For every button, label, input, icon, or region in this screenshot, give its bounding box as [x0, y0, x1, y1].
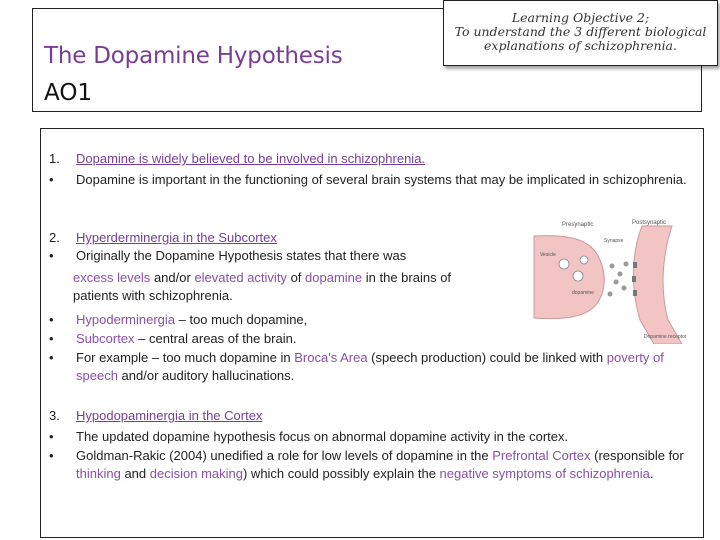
section-2-bullet-1-rest: in the brains of patients with schizophrenia. — [73, 270, 452, 303]
learning-objective-box — [443, 0, 718, 66]
section-2-bullet-4-pre: For example – too much dopamine in — [76, 350, 291, 365]
dopamine-molecule — [618, 272, 623, 277]
bullet-marker: • — [49, 248, 54, 263]
decision-making-term: decision making — [149, 465, 243, 481]
bullet-marker: • — [49, 331, 54, 346]
thinking-term: thinking — [76, 465, 121, 481]
receptor-shape — [633, 290, 637, 296]
bullet-marker: • — [49, 448, 54, 463]
section-3-bullet-2 — [76, 447, 701, 482]
negative-symptoms-term: negative symptoms of schizophrenia — [439, 465, 650, 481]
section-2-bullet-4 — [76, 349, 701, 384]
poverty-of-speech-term: poverty of speech — [76, 350, 664, 383]
section-1-heading — [76, 150, 701, 168]
connector-text: of — [290, 270, 302, 285]
section-2-heading-text: Hyperderminergia in the Subcortex — [76, 230, 277, 245]
vesicle-shape — [559, 259, 569, 269]
dopamine-term: dopamine — [305, 270, 363, 285]
synapse-diagram — [532, 216, 700, 344]
excess-levels-term: excess levels — [73, 270, 151, 285]
dopamine-molecule — [614, 280, 619, 285]
hypoderminergia-term: Hypoderminergia — [76, 312, 175, 327]
section-3-number: 3. — [49, 408, 60, 423]
connector-text: and/or — [153, 270, 191, 285]
presynaptic-label: Presynaptic — [562, 222, 594, 228]
elevated-activity-term: elevated activity — [194, 270, 287, 285]
dopamine-molecule — [622, 286, 627, 291]
bullet-marker: • — [49, 312, 54, 327]
section-1-heading-text: Dopamine is widely believed to be involved in schizophrenia. — [76, 151, 426, 166]
postsynaptic-label: Postsynaptic — [632, 220, 667, 226]
section-3-heading-text: Hypodopaminergia in the Cortex — [76, 408, 263, 423]
dopamine-molecule — [610, 264, 615, 269]
section-1-bullet-1: Dopamine is important in the functioning of several brain systems that may be implicated in schizophrenia. — [76, 172, 687, 187]
section-3-bullet-1: The updated dopamine hypothesis focus on abnormal dopamine activity in the cortex. — [76, 429, 569, 444]
prefrontal-cortex-term: Prefrontal Cortex — [492, 448, 591, 463]
section-3-bullet-2-end: . — [649, 465, 654, 481]
page-title: The Dopamine Hypothesis — [44, 43, 343, 69]
synapse-label: Synapse — [604, 238, 624, 244]
vesicle-shape — [573, 271, 583, 281]
receptor-label: Dopamine receptor — [644, 334, 687, 340]
vesicle-shape — [580, 256, 588, 264]
brocas-area-term: Broca's Area — [294, 350, 368, 365]
objective-heading: Learning Objective 2; — [511, 10, 650, 25]
section-3-bullet-2-mid: ) which could possibly explain the — [242, 465, 436, 481]
receptor-shape — [633, 262, 637, 268]
connector-text: and — [124, 465, 147, 481]
bullet-marker: • — [49, 429, 54, 444]
section-3-bullet-2-pre: Goldman-Rakic (2004) unedified a role for low levels of dopamine in the — [76, 448, 489, 463]
section-2-bullet-1-line-2 — [73, 269, 493, 304]
section-2-bullet-4-rest: and/or auditory hallucinations. — [121, 367, 295, 383]
dopamine-molecule — [624, 262, 629, 267]
section-2-bullet-2-rest: – too much dopamine, — [178, 312, 308, 327]
page-subtitle: AO1 — [44, 80, 93, 106]
dopamine-label: dopamine — [572, 290, 594, 296]
section-3-heading — [76, 407, 701, 425]
section-2-bullet-1-line-1: Originally the Dopamine Hypothesis states that there was — [76, 248, 407, 263]
vesicle-label: Vesicle — [540, 252, 556, 258]
bullet-marker: • — [49, 172, 54, 187]
dopamine-molecule — [608, 292, 613, 297]
receptor-shape — [632, 276, 636, 282]
section-2-bullet-4-mid: (speech production) could be linked with — [371, 350, 604, 365]
section-3-bullet-2-resp: (responsible for — [594, 448, 684, 463]
section-2-number: 2. — [49, 230, 60, 245]
subcortex-term: Subcortex — [76, 331, 135, 346]
objective-text: To understand the 3 different biological explanations of schizophrenia. — [454, 24, 707, 53]
bullet-marker: • — [49, 350, 54, 365]
section-2-bullet-3-rest: – central areas of the brain. — [138, 331, 297, 346]
section-1-number: 1. — [49, 151, 60, 166]
